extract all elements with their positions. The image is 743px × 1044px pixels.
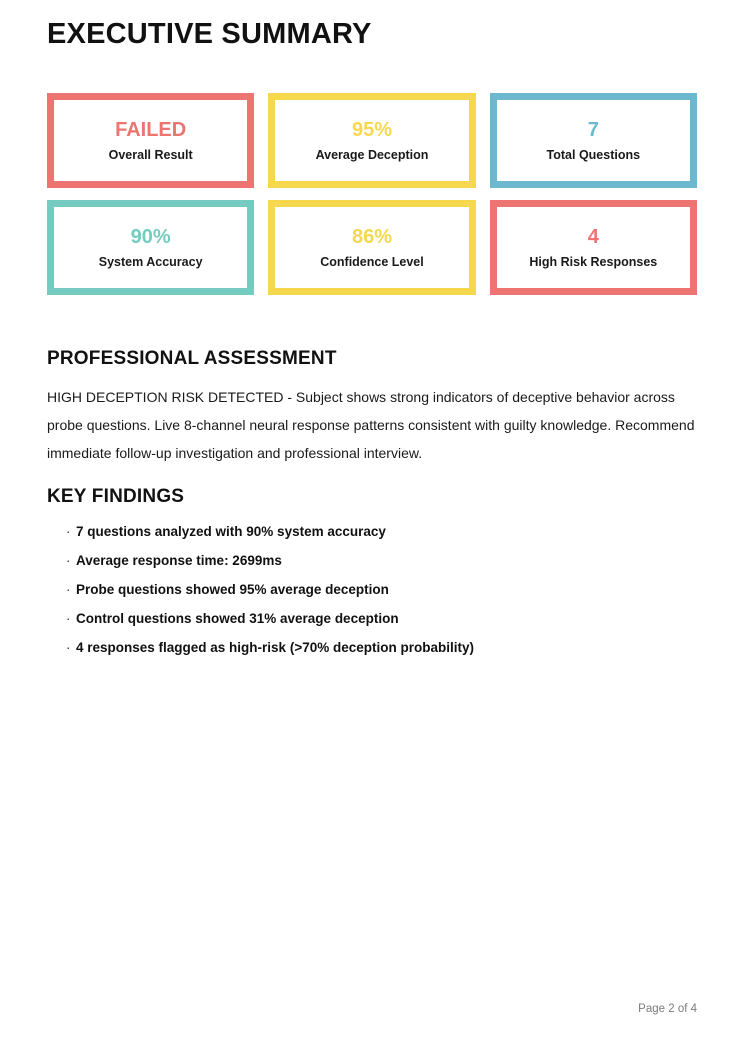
stat-value: 86% <box>351 225 392 248</box>
stat-label: System Accuracy <box>98 254 203 269</box>
professional-assessment-section <box>47 348 697 467</box>
stat-card-system-accuracy <box>47 200 254 295</box>
stat-value: 90% <box>130 225 171 248</box>
stat-label: Confidence Level <box>320 254 424 269</box>
stat-cards-grid <box>47 93 697 295</box>
professional-assessment-heading: PROFESSIONAL ASSESSMENT <box>47 348 337 369</box>
stat-card-high-risk-responses <box>490 200 697 295</box>
finding-item: · 7 questions analyzed with 90% system accuracy <box>66 524 697 540</box>
finding-item: · Average response time: 2699ms <box>66 553 697 569</box>
stat-card-total-questions <box>490 93 697 188</box>
key-findings-heading: KEY FINDINGS <box>47 486 185 507</box>
professional-assessment-body: HIGH DECEPTION RISK DETECTED - Subject shows strong indicators of deceptive behavior across probe questions. Live 8-channel neural response patterns consistent with guilty knowledge. Recommend immediate follow-up investigation and professional interview. <box>47 389 695 461</box>
page-number: Page 2 of 4 <box>638 1003 697 1015</box>
finding-item: · 4 responses flagged as high-risk (>70% deception probability) <box>66 640 697 656</box>
stat-value: 7 <box>587 118 599 141</box>
stat-label: Overall Result <box>108 147 193 162</box>
stat-value: 95% <box>351 118 392 141</box>
stat-value: 4 <box>587 225 599 248</box>
stat-label: Average Deception <box>315 147 429 162</box>
stat-card-average-deception <box>268 93 475 188</box>
page-title: EXECUTIVE SUMMARY <box>47 18 372 50</box>
stat-label: High Risk Responses <box>529 254 658 269</box>
finding-item: · Control questions showed 31% average deception <box>66 611 697 627</box>
key-findings-list <box>47 524 697 656</box>
key-findings-section <box>47 486 697 656</box>
stat-card-overall-result <box>47 93 254 188</box>
finding-item: · Probe questions showed 95% average deception <box>66 582 697 598</box>
stat-value: FAILED <box>115 118 187 141</box>
stat-card-confidence-level <box>268 200 475 295</box>
stat-label: Total Questions <box>546 147 641 162</box>
